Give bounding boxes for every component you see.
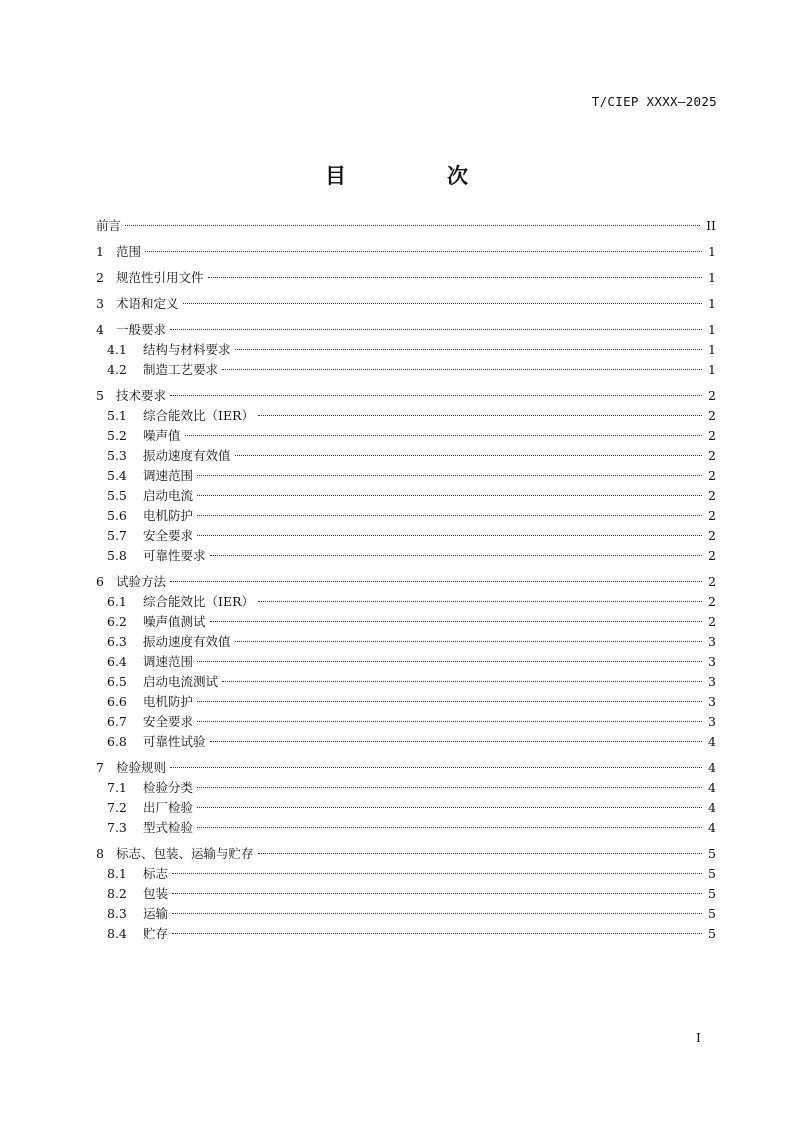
toc-entry-section[interactable]	[96, 406, 716, 426]
toc-entry-label: 标志	[143, 866, 169, 881]
toc-entry-label: 振动速度有效值	[143, 448, 231, 463]
toc-entry-page: 4	[708, 760, 716, 775]
toc-entry-page: 2	[708, 574, 716, 589]
toc-entry-section[interactable]	[96, 692, 716, 712]
toc-entry-section[interactable]	[96, 924, 716, 944]
toc-dot-leader	[197, 807, 702, 808]
toc-entry-page: 2	[708, 614, 716, 629]
toc-entry-label: 检验规则	[116, 760, 167, 775]
toc-entry-number: 5.7	[107, 528, 127, 543]
toc-dot-leader	[208, 277, 702, 278]
toc-entry-number: 6.7	[107, 714, 127, 729]
toc-entry-label: 电机防护	[143, 694, 194, 709]
toc-entry-number: 8.4	[107, 926, 127, 941]
toc-entry-number: 1	[96, 244, 104, 259]
toc-entry-label: 一般要求	[116, 322, 167, 337]
toc-entry-chapter[interactable]	[96, 758, 716, 778]
toc-entry-chapter[interactable]	[96, 386, 716, 406]
toc-entry-label: 安全要求	[143, 714, 194, 729]
toc-dot-leader	[172, 933, 702, 934]
toc-entry-section[interactable]	[96, 592, 716, 612]
toc-entry-chapter[interactable]	[96, 572, 716, 592]
toc-entry-label: 包装	[143, 886, 169, 901]
toc-entry-chapter[interactable]	[96, 294, 716, 314]
toc-entry-number: 6.3	[107, 634, 127, 649]
toc-entry-number: 4.2	[107, 362, 127, 377]
toc-entry-chapter[interactable]	[96, 268, 716, 288]
toc-entry-section[interactable]	[96, 632, 716, 652]
toc-entry-page: II	[706, 218, 716, 233]
toc-dot-leader	[197, 787, 702, 788]
toc-dot-leader	[172, 913, 702, 914]
page-number: I	[696, 1030, 701, 1045]
toc-entry-label: 安全要求	[143, 528, 194, 543]
toc-entry-page: 3	[708, 634, 716, 649]
toc-entry-section[interactable]	[96, 778, 716, 798]
toc-dot-leader	[185, 435, 702, 436]
toc-entry-label: 范围	[116, 244, 142, 259]
toc-entry-label: 试验方法	[116, 574, 167, 589]
toc-entry-number: 6	[96, 574, 104, 589]
toc-dot-leader	[197, 721, 702, 722]
toc-dot-leader	[197, 661, 702, 662]
toc-entry-label: 出厂检验	[143, 800, 194, 815]
toc-dot-leader	[258, 853, 702, 854]
toc-entry-label: 制造工艺要求	[143, 362, 219, 377]
toc-entry-label: 检验分类	[143, 780, 194, 795]
toc-entry-section[interactable]	[96, 446, 716, 466]
toc-title: 目 次	[325, 164, 508, 188]
toc-entry-section[interactable]	[96, 672, 716, 692]
document-code: T/CIEP XXXX—2025	[591, 94, 717, 109]
toc-entry-page: 3	[708, 654, 716, 669]
toc-dot-leader	[210, 741, 702, 742]
toc-entry-page: 4	[708, 800, 716, 815]
toc-dot-leader	[235, 349, 702, 350]
toc-entry-section[interactable]	[96, 526, 716, 546]
toc-dot-leader	[197, 515, 702, 516]
toc-entry-number: 7	[96, 760, 104, 775]
toc-entry-chapter[interactable]	[96, 844, 716, 864]
toc-entry-label: 启动电流测试	[143, 674, 219, 689]
toc-entry-section[interactable]	[96, 884, 716, 904]
toc-entry-page: 4	[708, 820, 716, 835]
toc-entry-page: 2	[708, 428, 716, 443]
toc-entry-section[interactable]	[96, 612, 716, 632]
toc-entry-page: 3	[708, 674, 716, 689]
toc-entry-section[interactable]	[96, 732, 716, 752]
toc-entry-number: 4	[96, 322, 104, 337]
toc-entry-label: 标志、包装、运输与贮存	[116, 846, 254, 861]
toc-dot-leader	[197, 535, 702, 536]
toc-entry-label: 噪声值测试	[143, 614, 206, 629]
toc-entry-number: 5.4	[107, 468, 127, 483]
toc-entry-page: 5	[708, 846, 716, 861]
toc-entry-page: 2	[708, 548, 716, 563]
toc-entry-label: 振动速度有效值	[143, 634, 231, 649]
toc-entry-section[interactable]	[96, 652, 716, 672]
toc-entry-number: 6.8	[107, 734, 127, 749]
toc-entry-section[interactable]	[96, 904, 716, 924]
toc-entry-number: 5.1	[107, 408, 127, 423]
toc-entry-page: 2	[708, 388, 716, 403]
toc-entry-page: 1	[708, 296, 716, 311]
toc-entry-number: 2	[96, 270, 104, 285]
toc-entry-number: 5.2	[107, 428, 127, 443]
toc-entry-number: 6.6	[107, 694, 127, 709]
toc-entry-number: 6.2	[107, 614, 127, 629]
toc-entry-page: 5	[708, 866, 716, 881]
toc-entry-page: 2	[708, 594, 716, 609]
toc-dot-leader	[258, 415, 702, 416]
toc-dot-leader	[235, 455, 702, 456]
toc-entry-label: 规范性引用文件	[116, 270, 204, 285]
toc-entry-label: 启动电流	[143, 488, 194, 503]
toc-entry-page: 1	[708, 244, 716, 259]
toc-entry-number: 5.3	[107, 448, 127, 463]
toc-entry-number: 7.2	[107, 800, 127, 815]
toc-dot-leader	[170, 767, 702, 768]
toc-entry-section[interactable]	[96, 506, 716, 526]
toc-entry-section[interactable]	[96, 466, 716, 486]
toc-entry-page: 3	[708, 694, 716, 709]
toc-entry-number: 8.3	[107, 906, 127, 921]
toc-entry-page: 2	[708, 468, 716, 483]
toc-entry-chapter[interactable]	[96, 320, 716, 340]
toc-entry-page: 2	[708, 488, 716, 503]
toc-entry-label: 术语和定义	[116, 296, 179, 311]
toc-entry-page: 1	[708, 362, 716, 377]
toc-dot-leader	[125, 225, 700, 226]
toc-entry-label: 可靠性试验	[143, 734, 206, 749]
toc-dot-leader	[172, 893, 702, 894]
toc-dot-leader	[235, 641, 702, 642]
toc-entry-number: 8.2	[107, 886, 127, 901]
toc-dot-leader	[222, 681, 702, 682]
toc-entry-label: 运输	[143, 906, 169, 921]
toc-entry-number: 6.5	[107, 674, 127, 689]
toc-entry-page: 2	[708, 408, 716, 423]
toc-dot-leader	[222, 369, 702, 370]
toc-entry-label: 贮存	[143, 926, 169, 941]
toc-entry-number: 5.6	[107, 508, 127, 523]
toc-entry-number: 5.8	[107, 548, 127, 563]
toc-entry-label: 结构与材料要求	[143, 342, 231, 357]
toc-entry-page: 4	[708, 780, 716, 795]
toc-entry-number: 8	[96, 846, 104, 861]
toc-entry-number: 6.1	[107, 594, 127, 609]
toc-dot-leader	[145, 251, 702, 252]
toc-dot-leader	[170, 581, 702, 582]
toc-entry-page: 5	[708, 926, 716, 941]
toc-dot-leader	[183, 303, 702, 304]
toc-entry-number: 4.1	[107, 342, 127, 357]
toc-entry-chapter[interactable]	[96, 216, 716, 236]
toc-entry-page: 1	[708, 270, 716, 285]
toc-entry-label: 综合能效比（IER）	[143, 408, 254, 423]
toc-entry-label: 综合能效比（IER）	[143, 594, 254, 609]
toc-entry-page: 3	[708, 714, 716, 729]
toc-entry-label: 可靠性要求	[143, 548, 206, 563]
toc-entry-number: 5	[96, 388, 104, 403]
toc-dot-leader	[170, 329, 702, 330]
toc-entry-label: 调速范围	[143, 654, 194, 669]
table-of-contents	[96, 216, 716, 944]
toc-entry-label: 前言	[96, 218, 122, 233]
toc-dot-leader	[170, 395, 702, 396]
toc-entry-label: 噪声值	[143, 428, 181, 443]
toc-dot-leader	[258, 601, 702, 602]
toc-entry-section[interactable]	[96, 818, 716, 838]
toc-entry-section[interactable]	[96, 712, 716, 732]
toc-entry-page: 2	[708, 448, 716, 463]
toc-entry-number: 7.3	[107, 820, 127, 835]
toc-entry-page: 5	[708, 906, 716, 921]
toc-entry-page: 2	[708, 508, 716, 523]
toc-dot-leader	[210, 621, 702, 622]
toc-entry-section[interactable]	[96, 546, 716, 566]
toc-entry-number: 5.5	[107, 488, 127, 503]
toc-entry-label: 电机防护	[143, 508, 194, 523]
toc-entry-section[interactable]	[96, 340, 716, 360]
toc-entry-section[interactable]	[96, 798, 716, 818]
toc-entry-section[interactable]	[96, 360, 716, 380]
toc-entry-label: 技术要求	[116, 388, 167, 403]
toc-dot-leader	[210, 555, 702, 556]
toc-dot-leader	[197, 475, 702, 476]
toc-dot-leader	[197, 495, 702, 496]
toc-dot-leader	[172, 873, 702, 874]
toc-entry-page: 5	[708, 886, 716, 901]
toc-dot-leader	[197, 827, 702, 828]
toc-entry-number: 8.1	[107, 866, 127, 881]
toc-entry-page: 1	[708, 342, 716, 357]
toc-entry-number: 3	[96, 296, 104, 311]
toc-entry-page: 4	[708, 734, 716, 749]
toc-entry-section[interactable]	[96, 864, 716, 884]
toc-entry-page: 2	[708, 528, 716, 543]
toc-entry-chapter[interactable]	[96, 242, 716, 262]
toc-entry-label: 调速范围	[143, 468, 194, 483]
toc-entry-label: 型式检验	[143, 820, 194, 835]
toc-entry-section[interactable]	[96, 426, 716, 446]
toc-entry-page: 1	[708, 322, 716, 337]
toc-entry-section[interactable]	[96, 486, 716, 506]
toc-entry-number: 6.4	[107, 654, 127, 669]
toc-dot-leader	[197, 701, 702, 702]
toc-entry-number: 7.1	[107, 780, 127, 795]
